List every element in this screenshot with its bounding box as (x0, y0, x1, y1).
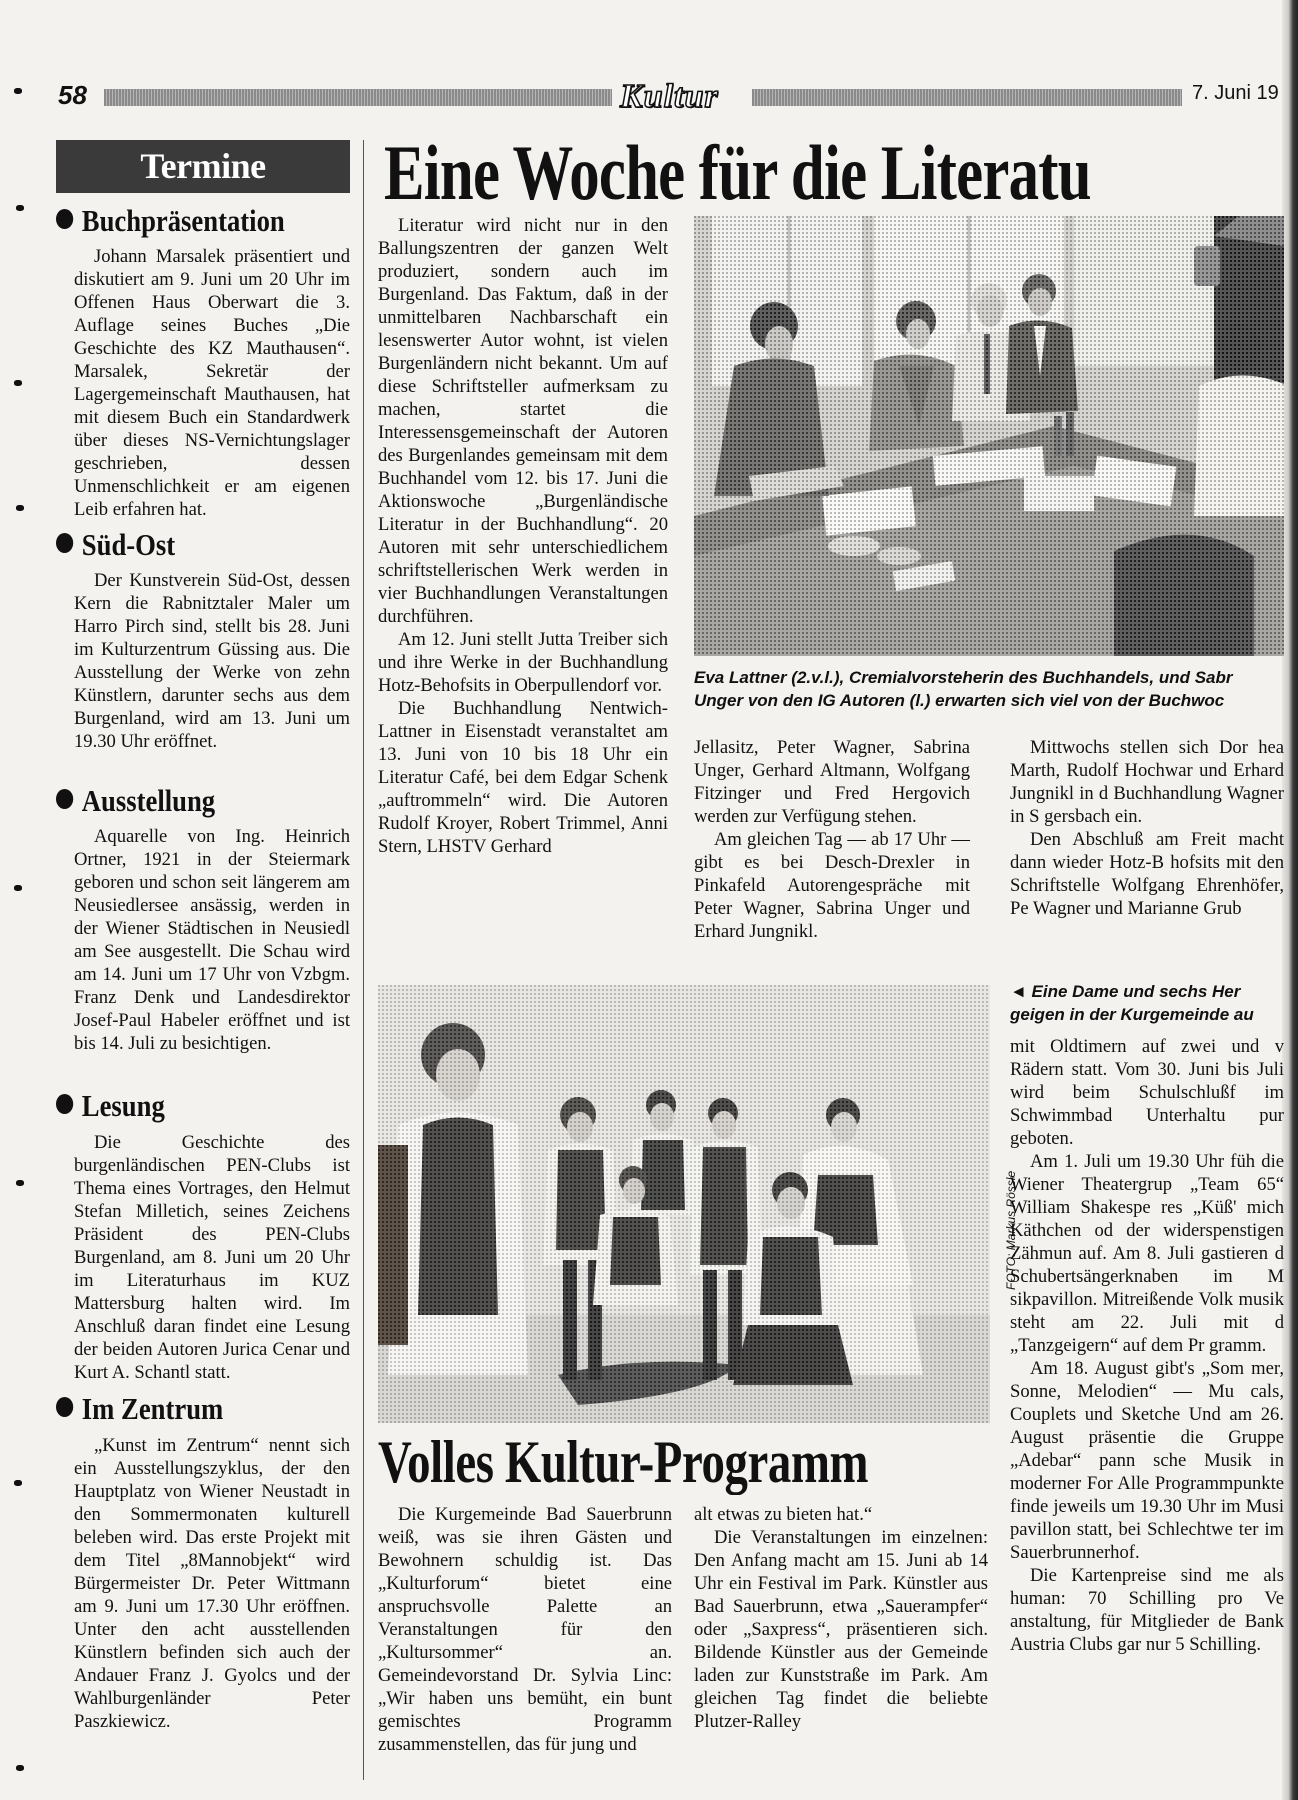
photo-caption: Eva Lattner (2.v.l.), Cremialvorsteherin des Buchhandels, und Sabr (694, 668, 1233, 687)
article-headline: Eine Woche für die Literatu (384, 129, 1091, 216)
bullet-icon (56, 209, 73, 229)
section-heading: Süd-Ost (56, 527, 175, 563)
page-edge-shadow (1282, 0, 1298, 1800)
scan-mark (14, 380, 22, 386)
section-text: Johann Marsalek präsentiert und diskutiert am 9. Juni um 20 Uhr im Offenen Haus Oberwart die 3. Auflage seines Buches „Die Geschichte des KZ Mauthausen“. Marsalek, Sekretär der Lagergemeinschaft Mauthausen, hat mit diesem Buch ein Standardwerk über dieses NS-Vernichtungslager geschrieben, dessen Unmenschlichkeit er am eigenen Leib erfahren hat. (74, 246, 350, 520)
bullet-icon (56, 1094, 73, 1114)
section-heading: Ausstellung (56, 783, 215, 819)
scan-mark (14, 1480, 22, 1486)
scan-mark (16, 505, 24, 511)
section-text: „Kunst im Zentrum“ nennt sich ein Ausstellungszyklus, der den Hauptplatz von Wiener Neustadt in den Sommermonaten kulturell beleben wird. Das erste Projekt mit dem Titel „8Mannobjekt“ wird Bürgermeister Dr. Peter Wittmann am 9. Juni um 17.30 Uhr eröffnen. Unter den acht ausstellenden Künstlern befinden sich auch der Andauer Franz J. Gyolcs und der Wahlburgenländer Peter Paszkiewicz. (74, 1435, 350, 1732)
group-photo-drawing (378, 985, 990, 1423)
section-text: Die Geschichte des burgenländischen PEN-Clubs ist Thema eines Vortrages, den Helmut Stefan Milletich, seines Zeichens Präsident des PEN-Clubs Burgenland, am 8. Juni um 20 Uhr im Literaturhaus im KUZ Mattersburg halten wird. Im Anschluß daran findet eine Lesung der beiden Autoren Jurica Cenar und Kurt A. Schantl statt. (74, 1132, 350, 1383)
article-column: Mittwochs stellen sich Dor hea Marth, Rudolf Hochwar und Erhard Jungnikl in d Buchhandlung Wagner in S gersbach ein. Den Abschluß am Freit macht dann wieder Hotz-B hofsits mit den Schriftstelle Wolfgang Ehrenhöfer, Pe Wagner und Marianne Grub (1010, 737, 1284, 919)
section-heading: Im Zentrum (56, 1391, 223, 1427)
scan-mark (14, 885, 22, 891)
section-logo: Kultur (620, 78, 719, 115)
column-rule (363, 140, 364, 1780)
article-column: Literatur wird nicht nur in den Ballungszentren der ganzen Welt produziert, sondern auch im Burgenland. Das Faktum, daß in der unmittelbaren Nachbarschaft ein lesenswerter Autor wohnt, ist vielen Burgenländern nicht bekannt. Um auf diese Schriftsteller aufmerksam zu machen, startet die Interessensgemeinschaft der Autoren des Burgenlandes gemeinsam mit dem Buchhandel vom 12. bis 17. Juni die Aktionswoche „Burgenländische Literatur in der Buchhandlung“. 20 Autoren mit sehr unterschiedlichem schriftstellerischen Werk werden in vier Buchhandlungen Veranstaltungen durchführen. Am 12. Juni stellt Jutta Treiber sich und ihre Werke in der Buchhandlung Hotz-Behofsits in Oberpullendorf vor. Die Buchhandlung Nentwich-Lattner in Eisenstadt veranstaltet am 13. Juni von 10 bis 18 Uhr ein Literatur Café, bei dem Edgar Schenk „auftrommeln“ wird. Die Autoren Rudolf Kroyer, Robert Trimmel, Anni Stern, LHSTV Gerhard (378, 215, 668, 857)
scan-mark (16, 1180, 24, 1186)
photo-caption: Unger von den IG Autoren (l.) erwarten sich viel von der Buchwoc (694, 691, 1225, 710)
side-photo-caption: geigen in der Kurgemeinde au (1010, 1005, 1254, 1024)
scan-mark (16, 1765, 24, 1771)
section-text: Aquarelle von Ing. Heinrich Ortner, 1921 in der Steiermark geboren und schon seit längerem am Neusiedlersee ansässig, werden in der Wiener Städtischen in Neusiedl am See ausgestellt. Die Schau wird am 14. Juni um 17 Uhr von Vzbgm. Franz Denk und Landesdirektor Josef-Paul Habeler eröffnet und ist bis 14. Juli zu besichtigen. (74, 826, 350, 1054)
page-number: 58 (58, 80, 87, 110)
bullet-icon (56, 533, 73, 553)
issue-date: 7. Juni 19 (1192, 82, 1279, 104)
side-photo-caption: ◄ Eine Dame und sechs Her (1010, 982, 1241, 1001)
article-column: Jellasitz, Peter Wagner, Sabrina Unger, Gerhard Altmann, Wolfgang Fitzinger und Fred Hergovich werden zur Verfügung stehen. Am gleichen Tag — ab 17 Uhr — gibt es bei Desch-Drexler in Pinkafeld Autorengespräche mit Peter Wagner, Sabrina Unger und Erhard Jungnikl. (694, 737, 970, 942)
article-headline: Volles Kultur-Programm (378, 1429, 869, 1495)
article-column: alt etwas zu bieten hat.“ Die Veranstaltungen im einzelnen: Den Anfang macht am 15. Juni ab 14 Uhr ein Festival im Park. Künstler aus Bad Sauerbrunn, etwa „Sauerampfer“ oder „Saxpress“, präsentieren sich. Bildende Künstler aus der Gemeinde laden zur Kunststraße im Park. Am gleichen Tag findet die beliebte Plutzer-Ralley (694, 1504, 988, 1732)
scan-mark (14, 88, 22, 94)
bullet-icon (56, 1397, 73, 1417)
section-heading: Lesung (56, 1088, 165, 1124)
section-text: Der Kunstverein Süd-Ost, dessen Kern die Rabnitztaler Maler um Harro Pirch sind, stellt bis 28. Juni im Kulturzentrum Güssing aus. Die Ausstellung der Werke von zehn Künstlern, darunter sechs aus dem Burgenland, wird am 13. Juni um 19.30 Uhr eröffnet. (74, 570, 350, 752)
header-rule-left (104, 89, 612, 106)
section-heading: Buchpräsentation (56, 203, 285, 239)
bullet-icon (56, 789, 73, 809)
header-rule-right (752, 89, 1182, 106)
meeting-photo-drawing (694, 216, 1284, 656)
scan-mark (16, 205, 24, 211)
termine-box-title: Termine (56, 140, 350, 193)
group-photo (378, 985, 990, 1423)
article-column: mit Oldtimern auf zwei und v Rädern statt. Vom 30. Juni bis Juli wird beim Schulschlußf im Schwimmbad Unterhaltu pur geboten. Am 1. Juli um 19.30 Uhr füh die Wiener Theatergrup „Team 65“ William Shakespe res „Küß' mich Käthchen od der widerspenstigen Zähmun auf. Am 8. Juli gastieren d Schubertsängerknaben im M sikpavillon. Mitreißende Volk musik steht am 22. Juli mit d „Tanzgeigern“ auf dem Pr gramm. Am 18. August gibt's „Som mer, Sonne, Melodien“ — Mu cals, Couplets und Sketche Und am 26. August präsentie die Gruppe „Adebar“ pann sche Musik in moderner For Alle Programmpunkte finde jeweils um 19.30 Uhr im Musi pavillon statt, bei Schlechtwe ter im Sauerbrunnerhof. Die Kartenpreise sind me als human: 70 Schilling pro Ve anstaltung, für Mitglieder de Bank Austria Clubs gar nur 5 Schilling. (1010, 1036, 1284, 1655)
photo-credit: FOTO: Markus Rössle (1004, 1170, 1018, 1290)
meeting-photo (694, 216, 1284, 656)
article-column: Die Kurgemeinde Bad Sauerbrunn weiß, was sie ihren Gästen und Bewohnern schuldig ist. Das „Kulturforum“ bietet eine anspruchsvolle Palette an Veranstaltungen für den „Kultursommer“ an. Gemeindevorstand Dr. Sylvia Linc: „Wir haben uns bemüht, ein bunt gemischtes Programm zusammenstellen, das für jung und (378, 1504, 672, 1755)
